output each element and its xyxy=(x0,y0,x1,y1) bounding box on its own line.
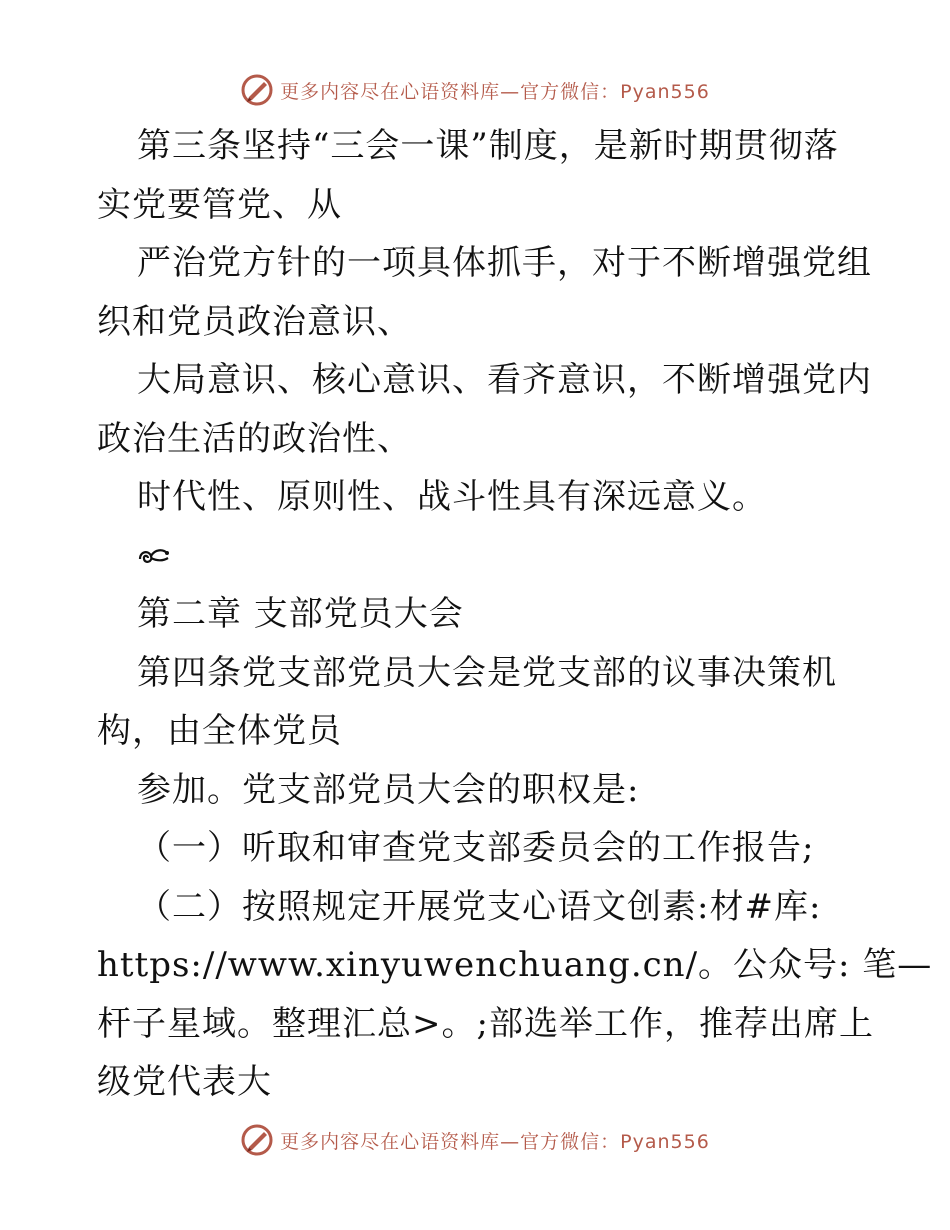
paragraph-line: 级党代表大 xyxy=(97,1062,272,1102)
document-body xyxy=(97,117,933,1112)
watermark-text: 更多内容尽在心语资料库—官方微信：Pyan556 xyxy=(280,80,710,103)
watermark-footer xyxy=(0,1120,950,1160)
pen-logo-icon xyxy=(240,1123,274,1157)
ornament-row xyxy=(97,527,857,586)
paragraph-line: https://www.xinyuwenchuang.cn/。公众号: 笔— xyxy=(97,945,933,985)
watermark-header xyxy=(0,70,950,110)
paragraph-line: 时代性、原则性、战斗性具有深远意义。 xyxy=(137,477,767,517)
paragraph-line: 实党要管党、从 xyxy=(97,184,342,225)
paragraph-line: 织和党员政治意识、 xyxy=(97,301,412,342)
paragraph-line: 严治党方针的一项具体抓手，对于不断增强党组 xyxy=(137,243,872,283)
pen-logo-icon xyxy=(240,73,274,107)
list-item: （二）按照规定开展党支心语文创素:材#库: xyxy=(137,886,822,927)
chapter-heading: 第二章 支部党员大会 xyxy=(137,594,464,634)
paragraph-line: 构，由全体党员 xyxy=(97,711,342,751)
watermark-text: 更多内容尽在心语资料库—官方微信：Pyan556 xyxy=(280,1130,710,1153)
fleuron-icon xyxy=(137,545,171,567)
paragraph-line: 第四条党支部党员大会是党支部的议事决策机 xyxy=(137,652,837,693)
paragraph-line: 政治生活的政治性、 xyxy=(97,418,412,459)
paragraph-line: 参加。党支部党员大会的职权是: xyxy=(137,769,640,810)
list-item: （一）听取和审查党支部委员会的工作报告; xyxy=(137,828,815,868)
paragraph-line: 杆子星域。整理汇总>。;部选举工作，推荐出席上 xyxy=(97,1003,874,1044)
paragraph-line: 第三条坚持“三会一课”制度，是新时期贯彻落 xyxy=(137,126,839,166)
paragraph-line: 大局意识、核心意识、看齐意识，不断增强党内 xyxy=(137,360,872,400)
